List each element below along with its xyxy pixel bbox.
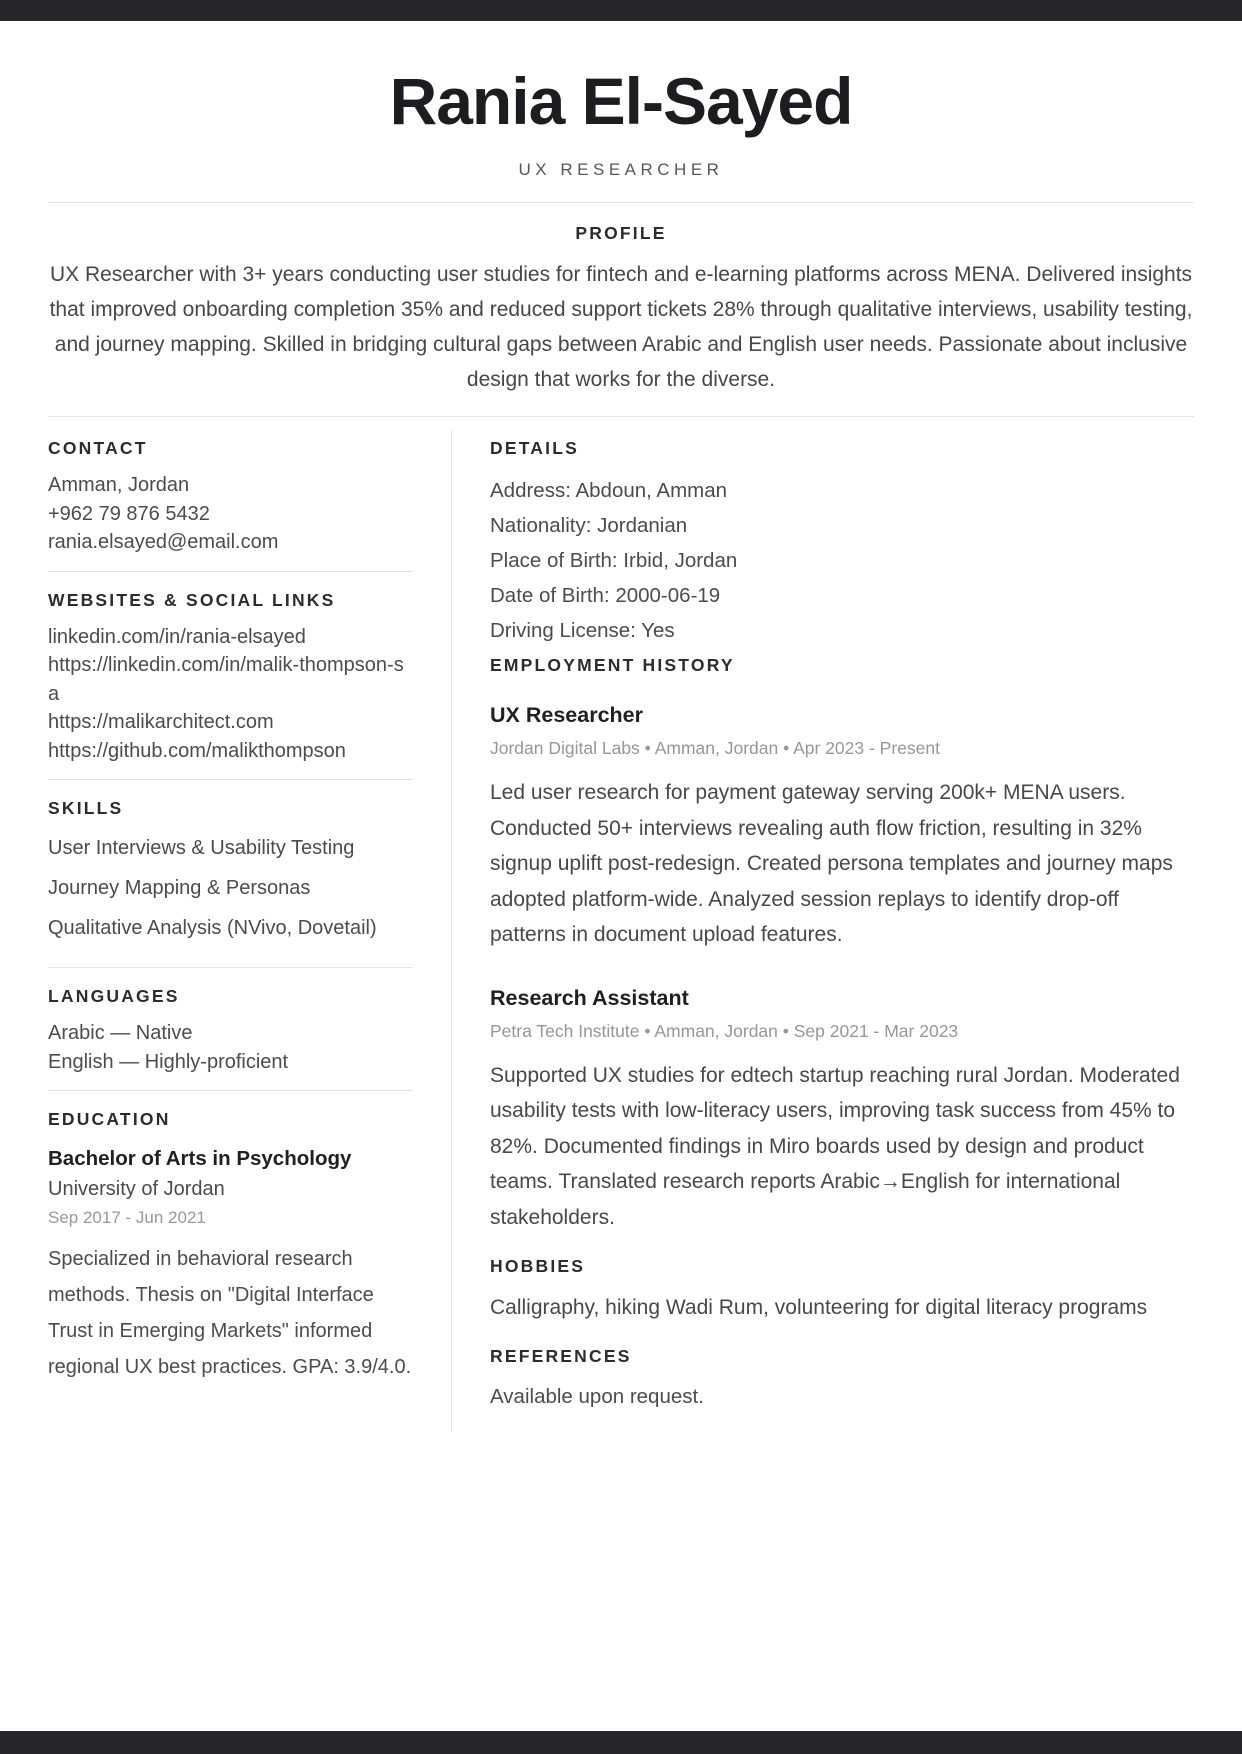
- sidebar: [48, 430, 413, 1432]
- profile-section: [48, 223, 1194, 397]
- skills-section: [48, 779, 413, 967]
- contact-heading: CONTACT: [48, 438, 148, 459]
- link-linkedin: linkedin.com/in/rania-elsayed: [48, 625, 306, 648]
- link-portfolio: https://malikarchitect.com: [48, 711, 274, 734]
- bottom-accent-bar: [0, 1731, 1242, 1754]
- candidate-name: Rania El-Sayed: [389, 64, 853, 138]
- skill-list: [48, 833, 413, 943]
- hobbies-section: [490, 1256, 1194, 1325]
- websites-heading: WEBSITES & SOCIAL LINKS: [48, 589, 336, 610]
- detail-birthplace: Place of Birth: Irbid, Jordan: [490, 549, 738, 573]
- contact-location: Amman, Jordan: [48, 474, 190, 497]
- education-section: [48, 1090, 413, 1419]
- profile-heading: PROFILE: [575, 223, 667, 244]
- profile-divider: [48, 416, 1194, 417]
- detail-nationality: Nationality: Jordanian: [490, 514, 688, 538]
- job-description: Supported UX studies for edtech startup reaching rural Jordan. Moderated usability tests with low-literacy users, improving task success from 45% to 82%. Documented findings in Miro boards used by design and product teams. Translated research reports Arabic→English for international stakeholders.: [490, 1063, 1180, 1229]
- education-heading: EDUCATION: [48, 1109, 171, 1130]
- link-github: https://github.com/malikthompson: [48, 739, 346, 762]
- languages-section: [48, 967, 413, 1090]
- language-item: Arabic — Native: [48, 1022, 193, 1045]
- profile-summary: UX Researcher with 3+ years conducting user studies for fintech and e-learning platforms across MENA. Delivered insights that improved onboarding completion 35% and reduced support tickets 28% through qualitative interviews, usability testing, and journey mapping. Skilled in bridging cultural gaps between Arabic and English user needs. Passionate about inclusive design that works for the diverse.: [49, 263, 1193, 392]
- detail-driving-license: Driving License: Yes: [490, 619, 675, 643]
- job-title: UX Researcher: [490, 703, 643, 728]
- candidate-role: UX RESEARCHER: [518, 160, 724, 180]
- job-description: Led user research for payment gateway serving 200k+ MENA users. Conducted 50+ interviews revealing auth flow friction, resulting in 32% signup uplift post-redesign. Created persona templates and journey maps adopted platform-wide. Analyzed session replays to identify drop-off patterns in document upload features.: [490, 781, 1173, 947]
- skill-item: Journey Mapping & Personas: [48, 877, 311, 900]
- contact-phone: +962 79 876 5432: [48, 502, 210, 525]
- resume-content: [0, 64, 1242, 1432]
- detail-birthdate: Date of Birth: 2000-06-19: [490, 584, 721, 608]
- job-title: Research Assistant: [490, 985, 689, 1010]
- education-dates: Sep 2017 - Jun 2021: [48, 1208, 206, 1228]
- skill-item: User Interviews & Usability Testing: [48, 837, 355, 860]
- education-degree: Bachelor of Arts in Psychology: [48, 1147, 352, 1171]
- skills-heading: SKILLS: [48, 798, 124, 819]
- detail-lines: [490, 473, 1194, 648]
- references-heading: REFERENCES: [490, 1346, 632, 1367]
- details-section: [490, 438, 1194, 648]
- hobbies-text: Calligraphy, hiking Wadi Rum, volunteering for digital literacy programs: [490, 1296, 1148, 1320]
- contact-section: [48, 430, 413, 571]
- education-school: University of Jordan: [48, 1178, 225, 1201]
- header-divider: [48, 202, 1194, 203]
- language-list: [48, 1019, 413, 1076]
- link-linkedin-alt: https://linkedin.com/in/malik-thompson-sa: [48, 654, 404, 705]
- job-entry: [490, 702, 1194, 953]
- employment-section: [490, 655, 1194, 1235]
- top-accent-bar: [0, 0, 1242, 21]
- contact-lines: [48, 471, 413, 557]
- website-links: [48, 623, 413, 766]
- references-section: [490, 1346, 1194, 1411]
- websites-section: [48, 571, 413, 780]
- main-column: [451, 430, 1194, 1432]
- references-text: Available upon request.: [490, 1385, 704, 1409]
- education-description: Specialized in behavioral research methods. Thesis on "Digital Interface Trust in Emerging Markets" informed regional UX best practices. GPA: 3.9/4.0.: [48, 1248, 412, 1379]
- hobbies-heading: HOBBIES: [490, 1256, 586, 1277]
- details-heading: DETAILS: [490, 438, 579, 459]
- contact-email: rania.elsayed@email.com: [48, 531, 279, 554]
- employment-heading: EMPLOYMENT HISTORY: [490, 655, 735, 676]
- job-entry: [490, 985, 1194, 1236]
- detail-address: Address: Abdoun, Amman: [490, 479, 728, 503]
- job-meta: Jordan Digital Labs • Amman, Jordan • Apr 2023 - Present: [490, 738, 940, 759]
- two-column-layout: [48, 430, 1194, 1432]
- language-item: English — Highly-proficient: [48, 1050, 289, 1073]
- job-meta: Petra Tech Institute • Amman, Jordan • Sep 2021 - Mar 2023: [490, 1020, 959, 1041]
- skill-item: Qualitative Analysis (NVivo, Dovetail): [48, 917, 377, 940]
- languages-heading: LANGUAGES: [48, 986, 180, 1007]
